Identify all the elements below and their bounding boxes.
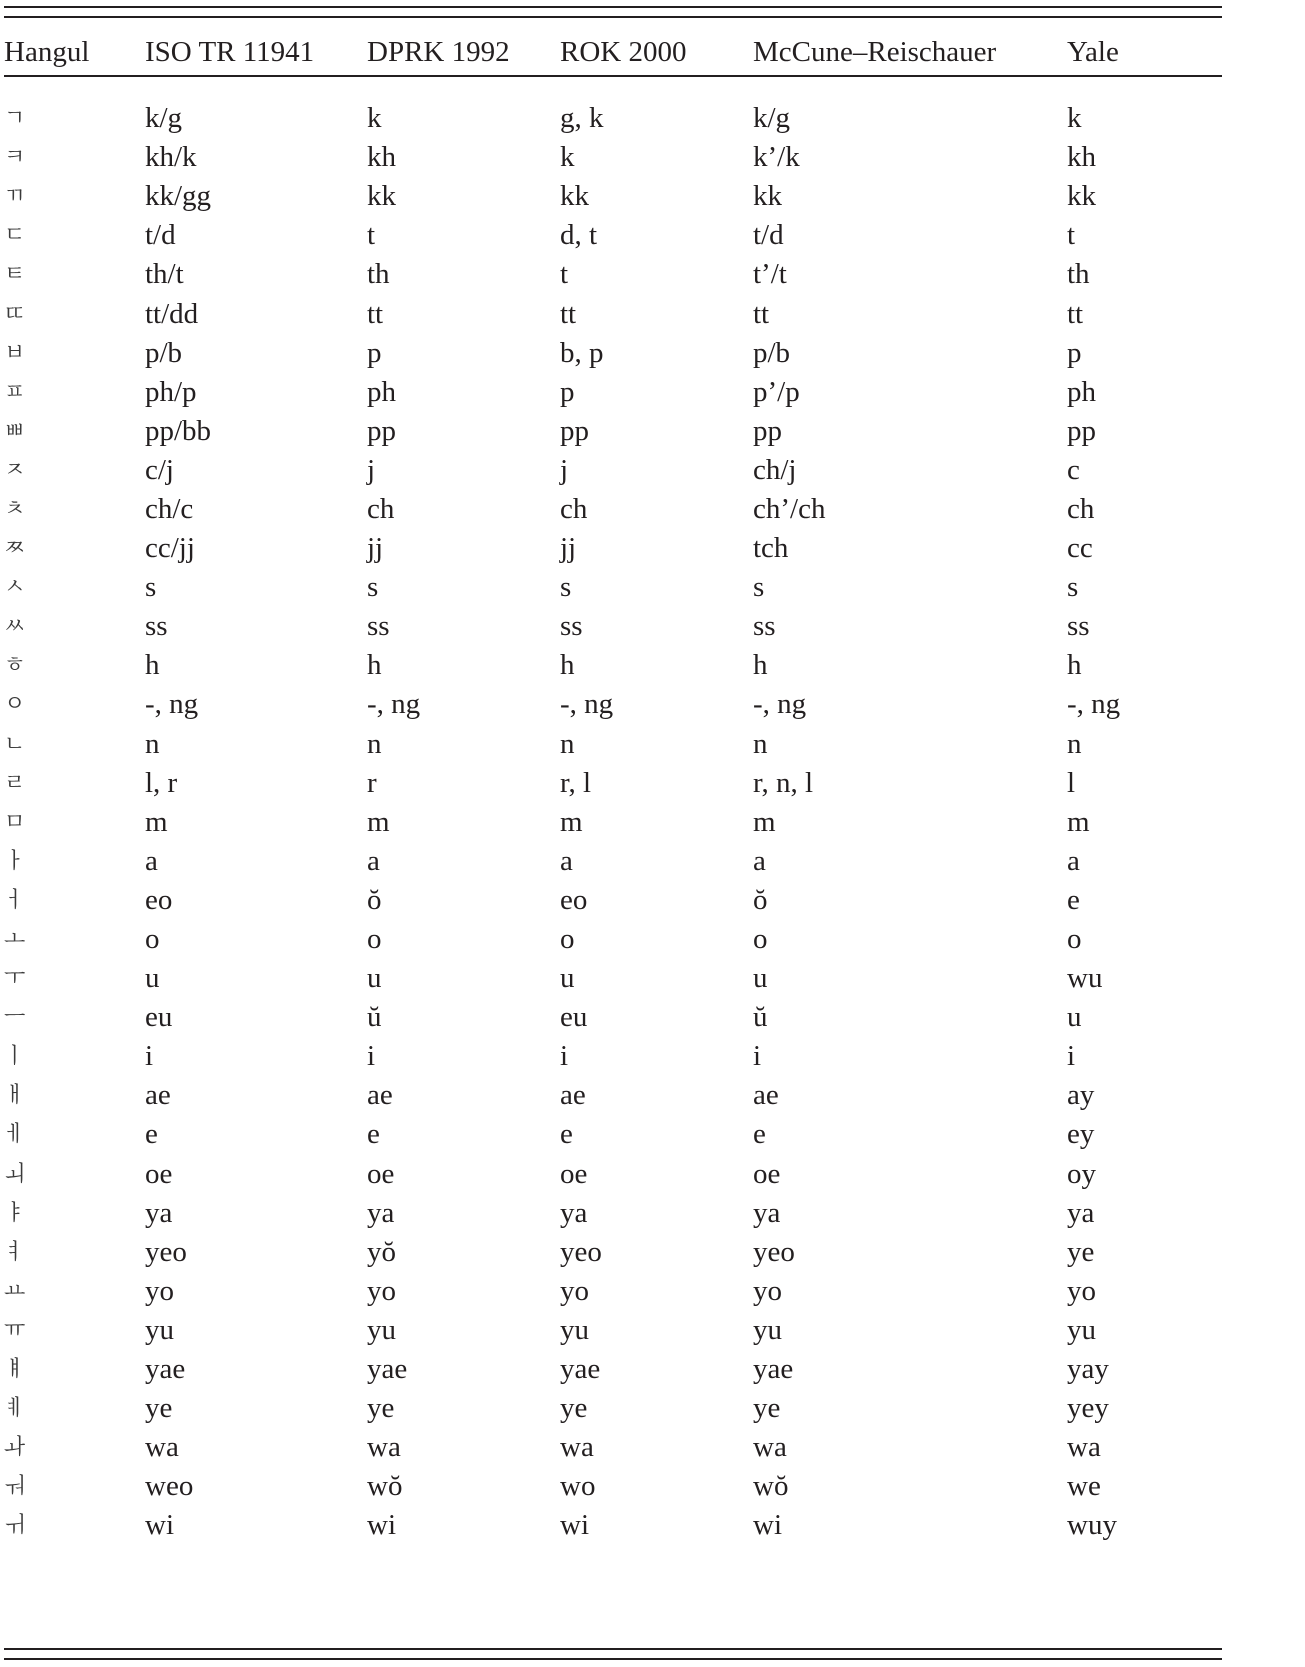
table-row xyxy=(4,1194,1222,1233)
cell-iso-tr-11941: h xyxy=(145,649,160,682)
cell-rok-2000: ch xyxy=(560,492,588,525)
cell-rok-2000: yae xyxy=(560,1353,601,1386)
cell-dprk-1992: u xyxy=(367,962,382,995)
table-row xyxy=(4,1115,1222,1154)
cell-mccune-reischauer: t’/t xyxy=(753,258,787,291)
table-row xyxy=(4,803,1222,842)
cell-rok-2000: g, k xyxy=(560,102,604,135)
cell-mccune-reischauer: ch/j xyxy=(753,453,797,486)
cell-mccune-reischauer: k/g xyxy=(753,102,791,135)
cell-hangul: ㄹ xyxy=(4,770,26,796)
cell-yale: tt xyxy=(1067,297,1084,330)
cell-rok-2000: wo xyxy=(560,1470,596,1503)
cell-yale: l xyxy=(1067,766,1076,799)
cell-rok-2000: jj xyxy=(560,532,577,565)
cell-hangul: ㅖ xyxy=(4,1396,26,1422)
cell-hangul: ㅜ xyxy=(4,966,26,992)
cell-hangul: ㅅ xyxy=(4,575,26,601)
cell-rok-2000: yeo xyxy=(560,1235,602,1268)
cell-mccune-reischauer: pp xyxy=(753,414,782,447)
cell-hangul: ㅕ xyxy=(4,1239,26,1265)
cell-hangul: ㅉ xyxy=(4,536,26,562)
cell-iso-tr-11941: yeo xyxy=(145,1235,187,1268)
cell-hangul: ㄷ xyxy=(4,223,26,249)
cell-mccune-reischauer: wŏ xyxy=(753,1470,789,1503)
cell-hangul: ㅠ xyxy=(4,1317,26,1343)
cell-rok-2000: t xyxy=(560,258,569,291)
cell-yale: wa xyxy=(1067,1431,1101,1464)
cell-hangul: ㅏ xyxy=(4,848,26,874)
cell-yale: yey xyxy=(1067,1392,1109,1425)
cell-mccune-reischauer: m xyxy=(753,805,776,838)
cell-yale: kh xyxy=(1067,141,1096,174)
cell-rok-2000: j xyxy=(560,453,569,486)
cell-hangul: ㅁ xyxy=(4,809,26,835)
cell-hangul: ㄸ xyxy=(4,301,26,327)
cell-rok-2000: kk xyxy=(560,180,589,213)
cell-iso-tr-11941: ss xyxy=(145,610,168,643)
table-row xyxy=(4,177,1222,216)
cell-iso-tr-11941: a xyxy=(145,844,158,877)
table-row xyxy=(4,1037,1222,1076)
cell-mccune-reischauer: ŭ xyxy=(753,1001,768,1034)
cell-yale: u xyxy=(1067,1001,1082,1034)
cell-iso-tr-11941: yu xyxy=(145,1313,174,1346)
table-row xyxy=(4,842,1222,881)
cell-dprk-1992: yo xyxy=(367,1274,396,1307)
cell-iso-tr-11941: ae xyxy=(145,1079,171,1112)
cell-yale: kk xyxy=(1067,180,1096,213)
cell-rok-2000: r, l xyxy=(560,766,592,799)
cell-mccune-reischauer: k’/k xyxy=(753,141,800,174)
cell-rok-2000: h xyxy=(560,649,575,682)
table-row xyxy=(4,959,1222,998)
column-header-mccune-reischauer: McCune–Reischauer xyxy=(753,36,997,68)
cell-rok-2000: m xyxy=(560,805,583,838)
table-row xyxy=(4,99,1222,138)
cell-dprk-1992: ya xyxy=(367,1196,395,1229)
cell-iso-tr-11941: i xyxy=(145,1040,154,1073)
column-header-yale: Yale xyxy=(1067,36,1119,68)
cell-mccune-reischauer: e xyxy=(753,1118,766,1151)
table-row xyxy=(4,529,1222,568)
table-row xyxy=(4,373,1222,412)
cell-iso-tr-11941: c/j xyxy=(145,453,174,486)
table-row xyxy=(4,412,1222,451)
cell-dprk-1992: ŏ xyxy=(367,883,382,916)
cell-rok-2000: e xyxy=(560,1118,573,1151)
cell-dprk-1992: ss xyxy=(367,610,390,643)
cell-hangul: ㅂ xyxy=(4,340,26,366)
cell-rok-2000: tt xyxy=(560,297,577,330)
cell-iso-tr-11941: wi xyxy=(145,1509,174,1542)
cell-rok-2000: wa xyxy=(560,1431,594,1464)
table-row xyxy=(4,685,1222,724)
cell-iso-tr-11941: k/g xyxy=(145,102,183,135)
cell-dprk-1992: ye xyxy=(367,1392,395,1425)
cell-dprk-1992: t xyxy=(367,219,376,252)
cell-mccune-reischauer: s xyxy=(753,571,765,604)
table-row xyxy=(4,138,1222,177)
cell-iso-tr-11941: eu xyxy=(145,1001,173,1034)
cell-hangul: ㅡ xyxy=(4,1005,26,1031)
cell-yale: n xyxy=(1067,727,1082,760)
cell-yale: e xyxy=(1067,883,1080,916)
cell-iso-tr-11941: -, ng xyxy=(145,688,199,721)
cell-hangul: ㅇ xyxy=(4,692,26,718)
cell-rok-2000: n xyxy=(560,727,575,760)
bottom-rule-inner xyxy=(4,1648,1222,1650)
cell-dprk-1992: kh xyxy=(367,141,396,174)
top-rule-inner xyxy=(4,16,1222,18)
cell-dprk-1992: i xyxy=(367,1040,376,1073)
cell-rok-2000: ae xyxy=(560,1079,586,1112)
table-row xyxy=(4,334,1222,373)
cell-dprk-1992: wŏ xyxy=(367,1470,403,1503)
cell-hangul: ㅚ xyxy=(4,1161,26,1187)
cell-yale: t xyxy=(1067,219,1076,252)
cell-mccune-reischauer: ch’/ch xyxy=(753,492,826,525)
cell-iso-tr-11941: l, r xyxy=(145,766,178,799)
cell-dprk-1992: tt xyxy=(367,297,384,330)
table-row xyxy=(4,1350,1222,1389)
cell-iso-tr-11941: o xyxy=(145,923,160,956)
cell-hangul: ㄲ xyxy=(4,184,26,210)
cell-yale: a xyxy=(1067,844,1080,877)
cell-mccune-reischauer: wi xyxy=(753,1509,782,1542)
cell-rok-2000: ss xyxy=(560,610,583,643)
table-row xyxy=(4,1076,1222,1115)
cell-hangul: ㅎ xyxy=(4,653,26,679)
table-body xyxy=(4,99,1222,1545)
cell-dprk-1992: ch xyxy=(367,492,395,525)
table-row xyxy=(4,881,1222,920)
table-row xyxy=(4,1389,1222,1428)
cell-iso-tr-11941: ch/c xyxy=(145,492,194,525)
cell-mccune-reischauer: tt xyxy=(753,297,770,330)
cell-hangul: ㅒ xyxy=(4,1357,26,1383)
cell-rok-2000: pp xyxy=(560,414,589,447)
cell-dprk-1992: e xyxy=(367,1118,380,1151)
cell-yale: pp xyxy=(1067,414,1096,447)
cell-iso-tr-11941: pp/bb xyxy=(145,414,212,447)
cell-hangul: ㅃ xyxy=(4,418,26,444)
cell-iso-tr-11941: m xyxy=(145,805,168,838)
table-row xyxy=(4,725,1222,764)
cell-dprk-1992: wi xyxy=(367,1509,396,1542)
table-row xyxy=(4,646,1222,685)
cell-dprk-1992: -, ng xyxy=(367,688,421,721)
cell-iso-tr-11941: yae xyxy=(145,1353,186,1386)
cell-rok-2000: eu xyxy=(560,1001,588,1034)
cell-hangul: ㅊ xyxy=(4,496,26,522)
table-row xyxy=(4,1233,1222,1272)
romanization-table xyxy=(4,28,1222,1545)
cell-mccune-reischauer: ya xyxy=(753,1196,781,1229)
cell-hangul: ㅝ xyxy=(4,1474,26,1500)
cell-iso-tr-11941: ya xyxy=(145,1196,173,1229)
cell-mccune-reischauer: t/d xyxy=(753,219,784,252)
table-row xyxy=(4,920,1222,959)
cell-rok-2000: s xyxy=(560,571,572,604)
cell-mccune-reischauer: yu xyxy=(753,1313,782,1346)
cell-rok-2000: -, ng xyxy=(560,688,614,721)
cell-yale: cc xyxy=(1067,532,1093,565)
cell-dprk-1992: h xyxy=(367,649,382,682)
cell-dprk-1992: ŭ xyxy=(367,1001,382,1034)
cell-mccune-reischauer: p’/p xyxy=(753,375,800,408)
cell-rok-2000: wi xyxy=(560,1509,589,1542)
bottom-rule-outer xyxy=(4,1658,1222,1660)
table-row xyxy=(4,1467,1222,1506)
cell-mccune-reischauer: yo xyxy=(753,1274,782,1307)
column-header-hangul: Hangul xyxy=(4,36,90,68)
cell-rok-2000: u xyxy=(560,962,575,995)
cell-dprk-1992: a xyxy=(367,844,380,877)
table-row xyxy=(4,216,1222,255)
cell-iso-tr-11941: cc/jj xyxy=(145,532,195,565)
cell-yale: oy xyxy=(1067,1157,1096,1190)
cell-dprk-1992: k xyxy=(367,102,382,135)
cell-hangul: ㅆ xyxy=(4,614,26,640)
cell-dprk-1992: s xyxy=(367,571,379,604)
cell-rok-2000: ya xyxy=(560,1196,588,1229)
cell-dprk-1992: yŏ xyxy=(367,1235,396,1268)
cell-yale: o xyxy=(1067,923,1082,956)
table-row xyxy=(4,607,1222,646)
cell-mccune-reischauer: oe xyxy=(753,1157,781,1190)
cell-mccune-reischauer: ss xyxy=(753,610,776,643)
cell-yale: yu xyxy=(1067,1313,1096,1346)
cell-iso-tr-11941: oe xyxy=(145,1157,173,1190)
cell-iso-tr-11941: t/d xyxy=(145,219,176,252)
cell-iso-tr-11941: ph/p xyxy=(145,375,197,408)
cell-rok-2000: ye xyxy=(560,1392,588,1425)
cell-hangul: ㅔ xyxy=(4,1122,26,1148)
cell-dprk-1992: p xyxy=(367,336,382,369)
cell-mccune-reischauer: a xyxy=(753,844,766,877)
cell-mccune-reischauer: yeo xyxy=(753,1235,795,1268)
cell-yale: i xyxy=(1067,1040,1076,1073)
cell-rok-2000: p xyxy=(560,375,575,408)
cell-iso-tr-11941: kk/gg xyxy=(145,180,212,213)
cell-hangul: ㅐ xyxy=(4,1083,26,1109)
cell-mccune-reischauer: -, ng xyxy=(753,688,807,721)
column-header-iso-tr-11941: ISO TR 11941 xyxy=(145,36,315,68)
table-row xyxy=(4,490,1222,529)
cell-iso-tr-11941: tt/dd xyxy=(145,297,199,330)
cell-mccune-reischauer: o xyxy=(753,923,768,956)
cell-rok-2000: oe xyxy=(560,1157,588,1190)
cell-mccune-reischauer: p/b xyxy=(753,336,791,369)
cell-yale: ye xyxy=(1067,1235,1095,1268)
cell-yale: ey xyxy=(1067,1118,1095,1151)
cell-hangul: ㅍ xyxy=(4,379,26,405)
cell-dprk-1992: wa xyxy=(367,1431,401,1464)
cell-dprk-1992: pp xyxy=(367,414,396,447)
cell-yale: m xyxy=(1067,805,1090,838)
cell-yale: wuy xyxy=(1067,1509,1117,1542)
cell-iso-tr-11941: th/t xyxy=(145,258,184,291)
cell-dprk-1992: ph xyxy=(367,375,396,408)
cell-dprk-1992: m xyxy=(367,805,390,838)
header-row xyxy=(4,28,1222,76)
cell-yale: wu xyxy=(1067,962,1103,995)
cell-hangul: ㅘ xyxy=(4,1435,26,1461)
cell-rok-2000: yu xyxy=(560,1313,589,1346)
cell-mccune-reischauer: yae xyxy=(753,1353,794,1386)
cell-yale: ya xyxy=(1067,1196,1095,1229)
cell-hangul: ㅌ xyxy=(4,262,26,288)
cell-hangul: ㅣ xyxy=(4,1044,26,1070)
cell-mccune-reischauer: wa xyxy=(753,1431,787,1464)
cell-hangul: ㅋ xyxy=(4,145,26,171)
cell-dprk-1992: yae xyxy=(367,1353,408,1386)
cell-iso-tr-11941: n xyxy=(145,727,160,760)
cell-dprk-1992: r xyxy=(367,766,377,799)
cell-rok-2000: d, t xyxy=(560,219,598,252)
cell-iso-tr-11941: u xyxy=(145,962,160,995)
cell-mccune-reischauer: n xyxy=(753,727,768,760)
cell-dprk-1992: n xyxy=(367,727,382,760)
table-row xyxy=(4,568,1222,607)
cell-mccune-reischauer: r, n, l xyxy=(753,766,814,799)
cell-hangul: ㄴ xyxy=(4,731,26,757)
table-row xyxy=(4,255,1222,294)
cell-yale: -, ng xyxy=(1067,688,1121,721)
table-row xyxy=(4,998,1222,1037)
table-row xyxy=(4,1506,1222,1545)
cell-mccune-reischauer: ŏ xyxy=(753,883,768,916)
cell-rok-2000: k xyxy=(560,141,575,174)
cell-yale: s xyxy=(1067,571,1079,604)
cell-dprk-1992: yu xyxy=(367,1313,396,1346)
cell-dprk-1992: j xyxy=(367,453,376,486)
header-spacer xyxy=(4,76,1222,99)
column-header-dprk-1992: DPRK 1992 xyxy=(367,36,510,68)
cell-mccune-reischauer: i xyxy=(753,1040,762,1073)
cell-yale: ay xyxy=(1067,1079,1095,1112)
cell-yale: p xyxy=(1067,336,1082,369)
cell-yale: yo xyxy=(1067,1274,1096,1307)
cell-mccune-reischauer: ae xyxy=(753,1079,779,1112)
cell-iso-tr-11941: yo xyxy=(145,1274,174,1307)
cell-iso-tr-11941: s xyxy=(145,571,157,604)
cell-rok-2000: eo xyxy=(560,883,588,916)
cell-yale: ph xyxy=(1067,375,1096,408)
cell-rok-2000: b, p xyxy=(560,336,604,369)
cell-hangul: ㅛ xyxy=(4,1278,26,1304)
cell-yale: we xyxy=(1067,1470,1101,1503)
cell-rok-2000: i xyxy=(560,1040,569,1073)
cell-yale: yay xyxy=(1067,1353,1109,1386)
top-rule-outer xyxy=(4,6,1222,8)
cell-hangul: ㅓ xyxy=(4,887,26,913)
table-row xyxy=(4,294,1222,333)
table-row xyxy=(4,451,1222,490)
cell-iso-tr-11941: e xyxy=(145,1118,158,1151)
cell-iso-tr-11941: kh/k xyxy=(145,141,197,174)
table-row xyxy=(4,764,1222,803)
cell-hangul: ㅑ xyxy=(4,1200,26,1226)
cell-dprk-1992: o xyxy=(367,923,382,956)
cell-yale: ss xyxy=(1067,610,1090,643)
cell-hangul: ㄱ xyxy=(4,106,26,132)
table-row xyxy=(4,1311,1222,1350)
cell-mccune-reischauer: u xyxy=(753,962,768,995)
cell-dprk-1992: th xyxy=(367,258,390,291)
column-header-rok-2000: ROK 2000 xyxy=(560,36,687,68)
cell-mccune-reischauer: tch xyxy=(753,532,789,565)
cell-yale: h xyxy=(1067,649,1082,682)
table-header xyxy=(4,28,1222,99)
cell-rok-2000: o xyxy=(560,923,575,956)
cell-mccune-reischauer: ye xyxy=(753,1392,781,1425)
cell-rok-2000: a xyxy=(560,844,573,877)
cell-dprk-1992: kk xyxy=(367,180,396,213)
cell-hangul: ㅗ xyxy=(4,927,26,953)
cell-iso-tr-11941: p/b xyxy=(145,336,183,369)
cell-yale: k xyxy=(1067,102,1082,135)
table-row xyxy=(4,1428,1222,1467)
cell-dprk-1992: oe xyxy=(367,1157,395,1190)
cell-yale: ch xyxy=(1067,492,1095,525)
cell-iso-tr-11941: eo xyxy=(145,883,173,916)
table-row xyxy=(4,1155,1222,1194)
cell-mccune-reischauer: kk xyxy=(753,180,782,213)
cell-yale: th xyxy=(1067,258,1090,291)
cell-yale: c xyxy=(1067,453,1080,486)
cell-iso-tr-11941: ye xyxy=(145,1392,173,1425)
cell-hangul: ㅈ xyxy=(4,457,26,483)
cell-iso-tr-11941: wa xyxy=(145,1431,179,1464)
cell-hangul: ㅟ xyxy=(4,1513,26,1539)
cell-mccune-reischauer: h xyxy=(753,649,768,682)
table-row xyxy=(4,1272,1222,1311)
cell-rok-2000: yo xyxy=(560,1274,589,1307)
cell-iso-tr-11941: weo xyxy=(145,1470,194,1503)
cell-dprk-1992: ae xyxy=(367,1079,393,1112)
cell-dprk-1992: jj xyxy=(367,532,384,565)
